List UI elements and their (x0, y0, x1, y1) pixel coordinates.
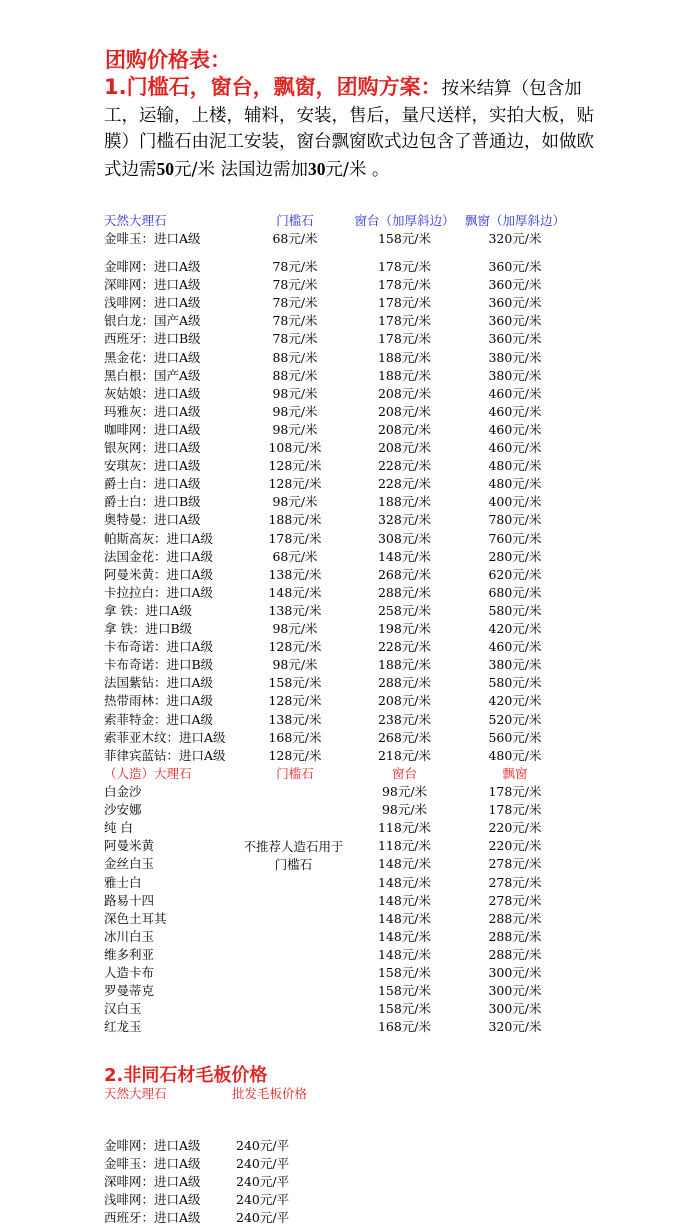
table-row (0, 1191, 675, 1209)
table-cell: 帕斯高灰：进口A级 (104, 530, 214, 546)
table-row (0, 874, 675, 892)
table-row (0, 330, 675, 348)
table-cell: 158元/米 (377, 965, 432, 980)
table-cell: 178元/米 (488, 784, 542, 799)
table-cell: 78元/米 (272, 313, 318, 329)
table-cell: 78元/米 (272, 295, 318, 311)
table-cell: 128元/米 (268, 639, 322, 655)
section2-header-price: 批发毛板价格 (232, 1086, 308, 1101)
table-cell: 208元/米 (377, 693, 432, 709)
table-cell: 480元/米 (488, 476, 542, 492)
intro-num-1: 50 (156, 158, 174, 179)
table-row (0, 946, 675, 964)
table-cell: 银白龙：国产A级 (104, 313, 201, 329)
table-cell: 268元/米 (377, 566, 432, 582)
table-cell: 金丝白玉 (104, 856, 155, 872)
table-row (0, 1173, 675, 1191)
table-row (0, 928, 675, 946)
table-cell: 380元/米 (488, 657, 542, 673)
table-cell: 278元/米 (488, 874, 542, 890)
table-row (0, 421, 675, 439)
table-row (0, 674, 675, 692)
table-cell: 卡布奇诺：进口A级 (104, 639, 214, 655)
table-cell: 88元/米 (272, 367, 318, 383)
table-cell: 奥特曼：进口A级 (104, 512, 201, 528)
artificial-header-sill: 窗台 (391, 766, 417, 781)
table-cell: 288元/米 (377, 584, 432, 600)
table-cell: 178元/米 (377, 331, 432, 347)
table-cell: 208元/米 (377, 421, 432, 437)
table-cell: 228元/米 (377, 639, 432, 655)
table-cell: 320元/米 (488, 1019, 542, 1035)
table-cell: 98元/米 (381, 784, 428, 799)
table-cell: 238元/米 (377, 711, 432, 727)
table-cell: 258元/米 (377, 602, 432, 618)
table-row (0, 620, 675, 638)
table-cell: 纯 白 (104, 820, 133, 836)
table-row (0, 656, 675, 674)
table-cell: 78元/米 (272, 259, 318, 274)
table-row (0, 910, 675, 928)
table-cell: 118元/米 (377, 820, 432, 836)
table-cell: 580元/米 (488, 602, 542, 618)
table-row (0, 367, 675, 385)
table-cell: 深色土耳其 (104, 910, 167, 926)
table-cell: 288元/米 (377, 675, 432, 691)
table-row (0, 475, 675, 493)
table-cell: 冰川白玉 (104, 928, 155, 944)
table-cell: 法国紫钻：进口A级 (104, 675, 214, 691)
table-cell: 188元/米 (377, 494, 432, 510)
intro-num-2: 30 (307, 158, 326, 179)
table-cell: 白金沙 (104, 784, 142, 799)
table-cell: 98元/米 (381, 802, 428, 818)
table-cell: 580元/米 (488, 675, 542, 691)
table-cell: 148元/米 (377, 548, 432, 564)
table-row (0, 1018, 675, 1036)
table-cell: 460元/米 (488, 385, 542, 401)
table-cell: 480元/米 (488, 747, 542, 763)
table-row (0, 783, 675, 801)
table-cell: 188元/米 (268, 512, 322, 528)
table-cell: 98元/米 (272, 657, 318, 673)
table-row (0, 602, 675, 620)
table-cell: 98元/米 (272, 403, 318, 419)
table-cell: 148元/米 (377, 946, 432, 962)
table-cell: 320元/米 (488, 231, 542, 246)
table-cell: 158元/米 (268, 675, 322, 691)
table-cell: 220元/米 (488, 838, 542, 854)
table-cell: 158元/米 (377, 231, 432, 246)
table-cell: 380元/米 (488, 367, 542, 383)
table-cell: 188元/米 (377, 349, 432, 365)
table-row (0, 530, 675, 548)
table-cell: 98元/米 (272, 421, 318, 437)
table-cell: 卡拉拉白：进口A级 (104, 584, 214, 600)
table-cell: 278元/米 (488, 856, 542, 872)
table-cell: 路易十四 (104, 892, 155, 908)
table-cell: 480元/米 (488, 458, 542, 474)
table-cell: 索菲亚木纹：进口A级 (104, 729, 226, 745)
table-cell: 218元/米 (377, 747, 432, 763)
artificial-header-threshold: 门槛石 (276, 766, 314, 781)
table-cell: 148元/米 (268, 584, 322, 600)
table-cell: 240元/平 (236, 1156, 290, 1172)
table-cell: 拿 铁：进口B级 (104, 621, 193, 636)
table-cell: 360元/米 (488, 277, 542, 293)
table-cell: 360元/米 (488, 331, 542, 347)
table-cell: 68元/米 (272, 548, 318, 564)
table-cell: 罗曼蒂克 (104, 983, 155, 999)
table-cell: 158元/米 (377, 983, 432, 999)
table-cell: 420元/米 (488, 693, 542, 709)
table-cell: 240元/平 (236, 1192, 290, 1208)
table-row (0, 511, 675, 529)
table-cell: 278元/米 (488, 892, 542, 908)
natural-header-sill: 窗台（加厚斜边） (354, 213, 455, 228)
note-line-1: 不推荐人造石用于 (243, 839, 344, 854)
table-cell: 拿 铁：进口A级 (104, 602, 193, 618)
table-cell: 卡布奇诺：进口B级 (104, 657, 214, 673)
table-row (0, 638, 675, 656)
table-row (0, 457, 675, 475)
table-cell: 208元/米 (377, 385, 432, 401)
table-row (0, 439, 675, 457)
table-cell: 178元/米 (377, 313, 432, 329)
table-row (0, 403, 675, 421)
table-cell: 460元/米 (488, 421, 542, 437)
table-cell: 360元/米 (488, 295, 542, 311)
artificial-header-row (0, 765, 675, 783)
table-cell: 金啡玉：进口A级 (104, 231, 201, 246)
table-cell: 沙安娜 (104, 802, 142, 818)
table-cell: 128元/米 (268, 747, 322, 763)
table-cell: 288元/米 (488, 946, 542, 962)
table-cell: 128元/米 (268, 476, 322, 492)
table-cell: 168元/米 (377, 1019, 432, 1035)
table-cell: 760元/米 (488, 530, 542, 546)
table-cell: 208元/米 (377, 403, 432, 419)
table-cell: 索菲特金：进口A级 (104, 711, 214, 727)
table-row (0, 1209, 675, 1227)
table-cell: 220元/米 (488, 820, 542, 836)
note-line-2: 门槛石 (274, 857, 313, 872)
table-cell: 198元/米 (377, 621, 432, 636)
table-row (0, 230, 675, 248)
table-cell: 黑金花：进口A级 (104, 349, 201, 365)
table-cell: 128元/米 (268, 693, 322, 709)
artificial-header-name: （人造）大理石 (104, 766, 192, 781)
table-cell: 78元/米 (272, 277, 318, 293)
table-cell: 法国金花：进口A级 (104, 548, 214, 564)
table-cell: 520元/米 (488, 711, 542, 727)
table-cell: 178元/米 (377, 277, 432, 293)
table-cell: 银灰网：进口A级 (104, 440, 201, 455)
table-cell: 148元/米 (377, 856, 432, 872)
table-cell: 78元/米 (272, 331, 318, 347)
table-cell: 460元/米 (488, 639, 542, 655)
page-title: 团购价格表： (105, 48, 231, 72)
table-cell: 188元/米 (377, 657, 432, 673)
section2-header-name: 天然大理石 (104, 1086, 167, 1101)
table-cell: 金啡网：进口A级 (104, 1138, 201, 1153)
table-cell: 560元/米 (488, 729, 542, 745)
table-cell: 黑白根：国产A级 (104, 367, 201, 383)
table-cell: 300元/米 (488, 983, 542, 999)
table-cell: 灰姑娘：进口A级 (104, 385, 201, 401)
table-row (0, 548, 675, 566)
table-cell: 浅啡网：进口A级 (104, 295, 201, 311)
table-cell: 280元/米 (488, 548, 542, 564)
table-cell: 360元/米 (488, 259, 542, 274)
intro-body-1: 按米结算（包含加工，运输，上楼，辅料，安装，售后，量尺送样，实拍大板，贴膜）门槛石由泥工安装，窗台飘窗欧式边包含了普通边，如做欧式边需 (104, 79, 594, 180)
table-cell: 98元/米 (272, 494, 318, 510)
table-row (0, 964, 675, 982)
table-cell: 178元/米 (377, 295, 432, 311)
table-cell: 188元/米 (377, 367, 432, 383)
table-cell: 68元/米 (272, 231, 318, 246)
table-cell: 380元/米 (488, 349, 542, 365)
table-cell: 328元/米 (377, 512, 432, 528)
table-cell: 金啡网：进口A级 (104, 259, 201, 274)
table-cell: 148元/米 (377, 874, 432, 890)
section2-header-row (0, 1085, 675, 1103)
table-row (0, 385, 675, 403)
table-cell: 西班牙：进口B级 (104, 331, 201, 347)
intro-body-2: 元/米 法国边需加 (174, 159, 308, 180)
table-cell: 268元/米 (377, 729, 432, 745)
table-cell: 680元/米 (488, 584, 542, 600)
table-row (0, 982, 675, 1000)
table-cell: 138元/米 (268, 711, 322, 727)
table-cell: 热带雨林：进口A级 (104, 693, 214, 709)
table-row (0, 566, 675, 584)
table-cell: 西班牙：进口A级 (104, 1210, 201, 1226)
table-row (0, 729, 675, 747)
table-row (0, 276, 675, 294)
table-cell: 240元/平 (236, 1210, 290, 1226)
artificial-threshold-note (236, 838, 351, 874)
table-cell: 雅士白 (104, 874, 142, 890)
table-row (0, 312, 675, 330)
table-cell: 深啡网：进口A级 (104, 1174, 201, 1190)
table-cell: 爵士白：进口A级 (104, 476, 201, 492)
table-cell: 208元/米 (377, 440, 432, 455)
table-cell: 汉白玉 (104, 1001, 142, 1017)
table-cell: 爵士白：进口B级 (104, 494, 201, 510)
section2-heading: 2.非同石材毛板价格 (104, 1065, 268, 1086)
table-row (0, 747, 675, 765)
table-cell: 300元/米 (488, 1001, 542, 1017)
table-row (0, 349, 675, 367)
table-cell: 158元/米 (377, 1001, 432, 1017)
table-cell: 118元/米 (377, 838, 432, 854)
intro-body-3: 元/米 。 (325, 159, 390, 180)
table-row (0, 584, 675, 602)
table-row (0, 692, 675, 710)
table-cell: 88元/米 (272, 349, 318, 365)
table-row (0, 819, 675, 837)
table-row (0, 892, 675, 910)
table-cell: 138元/米 (268, 566, 322, 582)
table-cell: 咖啡网：进口A级 (104, 421, 201, 437)
table-cell: 维多利亚 (104, 946, 155, 962)
table-cell: 178元/米 (377, 259, 432, 274)
table-cell: 阿曼米黄：进口A级 (104, 566, 214, 582)
table-cell: 240元/平 (236, 1138, 290, 1153)
natural-header-threshold: 门槛石 (276, 213, 314, 228)
table-cell: 620元/米 (488, 566, 542, 582)
table-row (0, 493, 675, 511)
table-cell: 148元/米 (377, 910, 432, 926)
table-cell: 人造卡布 (104, 965, 155, 980)
table-cell: 400元/米 (488, 494, 542, 510)
table-row (0, 1155, 675, 1173)
table-cell: 红龙玉 (104, 1019, 142, 1035)
table-cell: 128元/米 (268, 458, 322, 474)
table-cell: 玛雅灰：进口A级 (104, 403, 201, 419)
table-cell: 240元/平 (236, 1174, 290, 1190)
table-row (0, 294, 675, 312)
table-cell: 148元/米 (377, 892, 432, 908)
table-cell: 138元/米 (268, 602, 322, 618)
table-cell: 300元/米 (488, 965, 542, 980)
table-row (0, 1000, 675, 1018)
table-cell: 288元/米 (488, 928, 542, 944)
table-cell: 98元/米 (272, 621, 318, 636)
table-cell: 420元/米 (488, 621, 542, 636)
artificial-header-bay: 飘窗 (502, 766, 528, 781)
table-cell: 148元/米 (377, 928, 432, 944)
table-cell: 460元/米 (488, 403, 542, 419)
table-cell: 金啡玉：进口A级 (104, 1156, 201, 1172)
table-cell: 228元/米 (377, 458, 432, 474)
intro-heading: 1.门槛石，窗台，飘窗，团购方案： (104, 75, 442, 99)
natural-header-bay: 飘窗（加厚斜边） (464, 213, 565, 228)
table-row (0, 1137, 675, 1155)
table-cell: 深啡网：进口A级 (104, 277, 201, 293)
table-cell: 460元/米 (488, 440, 542, 455)
natural-header-name: 天然大理石 (104, 213, 167, 228)
table-cell: 780元/米 (488, 512, 542, 528)
table-cell: 108元/米 (268, 440, 322, 455)
table-cell: 菲律宾蓝钻：进口A级 (104, 747, 226, 763)
natural-header-row (0, 212, 675, 230)
table-row (0, 711, 675, 729)
table-cell: 98元/米 (272, 385, 318, 401)
table-cell: 178元/米 (268, 530, 322, 546)
table-cell: 288元/米 (488, 910, 542, 926)
table-cell: 安琪灰：进口A级 (104, 458, 201, 474)
intro-paragraph (104, 74, 604, 183)
table-cell: 228元/米 (377, 476, 432, 492)
table-cell: 308元/米 (377, 530, 432, 546)
table-cell: 阿曼米黄 (104, 838, 155, 854)
table-cell: 178元/米 (488, 802, 542, 818)
table-cell: 168元/米 (268, 729, 322, 745)
table-cell: 浅啡网：进口A级 (104, 1192, 201, 1208)
table-cell: 360元/米 (488, 313, 542, 329)
table-row (0, 258, 675, 276)
table-row (0, 801, 675, 819)
